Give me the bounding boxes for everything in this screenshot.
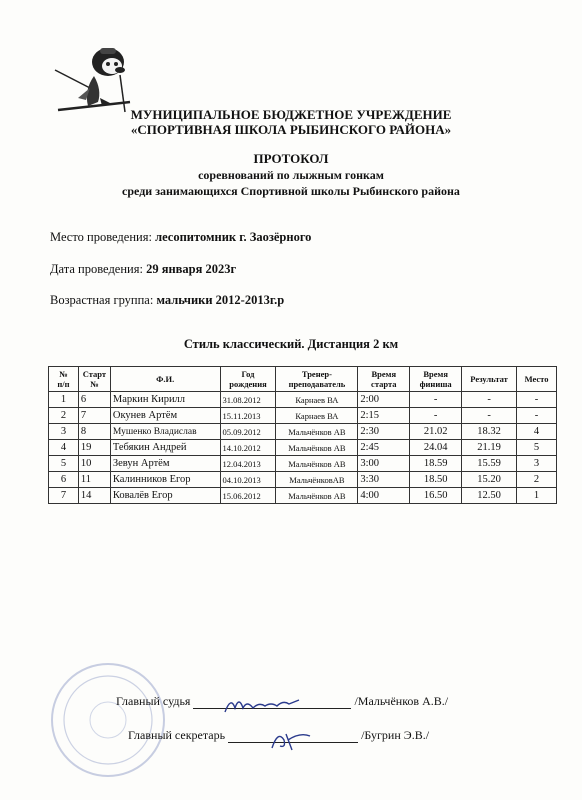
chief-judge-signature-line (193, 708, 351, 709)
cell-place: 2 (517, 472, 557, 488)
cell-birth: 15.06.2012 (220, 488, 276, 504)
cell-num: 1 (49, 392, 79, 408)
age-group-label: Возрастная группа: (50, 293, 154, 307)
cell-coach: Карнаев ВА (276, 408, 358, 424)
header-birth-year: Год рождения (220, 367, 276, 392)
cell-num: 4 (49, 440, 79, 456)
table-row (49, 456, 557, 472)
cell-start-time: 2:15 (358, 408, 410, 424)
cell-coach: Мальчёнков АВ (276, 440, 358, 456)
place-value: лесопитомник г. Заозёрного (155, 230, 312, 244)
cell-name: Тебякин Андрей (110, 440, 220, 456)
official-stamp-icon (48, 660, 168, 780)
cell-place: 5 (517, 440, 557, 456)
chief-secretary-signature-line (228, 742, 358, 743)
place-field (50, 230, 311, 245)
cell-place: 1 (517, 488, 557, 504)
header-finish-time: Время финиша (410, 367, 462, 392)
cell-start: 14 (78, 488, 110, 504)
header-name: Ф.И. (110, 367, 220, 392)
organization-line1: МУНИЦИПАЛЬНОЕ БЮДЖЕТНОЕ УЧРЕЖДЕНИЕ (130, 107, 452, 122)
cell-finish-time: - (410, 392, 462, 408)
cell-coach: МальчёнковАВ (276, 472, 358, 488)
table-header-row (49, 367, 557, 392)
cell-name: Ковалёв Егор (110, 488, 220, 504)
cell-birth: 31.08.2012 (220, 392, 276, 408)
cell-num: 2 (49, 408, 79, 424)
cell-start: 10 (78, 456, 110, 472)
cell-birth: 04.10.2013 (220, 472, 276, 488)
cell-finish-time: 16.50 (410, 488, 462, 504)
cell-result: - (462, 408, 517, 424)
table-row (49, 424, 557, 440)
cell-name: Окунев Артём (110, 408, 220, 424)
cell-coach: Мальчёнков АВ (276, 488, 358, 504)
cell-place: - (517, 392, 557, 408)
cell-start: 8 (78, 424, 110, 440)
cell-birth: 14.10.2012 (220, 440, 276, 456)
cell-coach: Мальчёнков АВ (276, 424, 358, 440)
cell-start-time: 3:30 (358, 472, 410, 488)
table-row (49, 440, 557, 456)
skier-logo-icon (50, 40, 140, 115)
cell-finish-time: 24.04 (410, 440, 462, 456)
cell-start: 7 (78, 408, 110, 424)
cell-place: 4 (517, 424, 557, 440)
style-distance-heading: Стиль классический. Дистанция 2 км (183, 337, 399, 351)
protocol-subtitle-1: соревнований по лыжным гонкам (198, 168, 384, 182)
place-label: Место проведения: (50, 230, 152, 244)
cell-name: Мушенко Владислав (110, 424, 220, 440)
cell-start: 19 (78, 440, 110, 456)
header-place: Место (517, 367, 557, 392)
chief-secretary-name: /Бугрин Э.В./ (361, 728, 430, 742)
cell-name: Калинников Егор (110, 472, 220, 488)
cell-place: - (517, 408, 557, 424)
cell-start-time: 2:45 (358, 440, 410, 456)
header-num: № п/п (49, 367, 79, 392)
header-coach: Тренер- преподаватель (276, 367, 358, 392)
chief-secretary-signature-row (128, 728, 429, 743)
cell-result: 12.50 (462, 488, 517, 504)
cell-result: 18.32 (462, 424, 517, 440)
cell-finish-time: 18.50 (410, 472, 462, 488)
cell-start-time: 2:30 (358, 424, 410, 440)
cell-num: 7 (49, 488, 79, 504)
chief-judge-label: Главный судья (116, 694, 191, 708)
cell-num: 3 (49, 424, 79, 440)
cell-name: Зевун Артём (110, 456, 220, 472)
chief-secretary-signature-icon (266, 726, 316, 754)
cell-birth: 05.09.2012 (220, 424, 276, 440)
table-row (49, 408, 557, 424)
cell-num: 5 (49, 456, 79, 472)
header-start-number: Старт № (78, 367, 110, 392)
cell-finish-time: 21.02 (410, 424, 462, 440)
chief-judge-signature-row (116, 694, 448, 709)
cell-finish-time: - (410, 408, 462, 424)
cell-num: 6 (49, 472, 79, 488)
cell-start: 6 (78, 392, 110, 408)
cell-result: 21.19 (462, 440, 517, 456)
cell-finish-time: 18.59 (410, 456, 462, 472)
cell-start: 11 (78, 472, 110, 488)
cell-start-time: 4:00 (358, 488, 410, 504)
table-row (49, 488, 557, 504)
table-row (49, 472, 557, 488)
organization-line2: «СПОРТИВНАЯ ШКОЛА РЫБИНСКОГО РАЙОНА» (130, 122, 452, 137)
cell-place: 3 (517, 456, 557, 472)
header-start-time: Время старта (358, 367, 410, 392)
date-field (50, 262, 236, 277)
age-group-field (50, 293, 284, 308)
protocol-subtitle-2: среди занимающихся Спортивной школы Рыбинского района (122, 184, 460, 198)
cell-result: - (462, 392, 517, 408)
cell-start-time: 2:00 (358, 392, 410, 408)
date-label: Дата проведения: (50, 262, 143, 276)
cell-name: Маркин Кирилл (110, 392, 220, 408)
header-result: Результат (462, 367, 517, 392)
cell-result: 15.59 (462, 456, 517, 472)
cell-birth: 12.04.2013 (220, 456, 276, 472)
results-table (48, 366, 557, 504)
age-group-value: мальчики 2012-2013г.р (156, 293, 285, 307)
table-row (49, 392, 557, 408)
date-value: 29 января 2023г (146, 262, 237, 276)
cell-birth: 15.11.2013 (220, 408, 276, 424)
cell-result: 15.20 (462, 472, 517, 488)
chief-secretary-label: Главный секретарь (128, 728, 226, 742)
cell-coach: Карнаев ВА (276, 392, 358, 408)
protocol-title: ПРОТОКОЛ (253, 151, 329, 166)
chief-judge-name: /Мальчёнков А.В./ (354, 694, 449, 708)
cell-coach: Мальчёнков АВ (276, 456, 358, 472)
chief-judge-signature-icon (223, 694, 303, 718)
cell-start-time: 3:00 (358, 456, 410, 472)
